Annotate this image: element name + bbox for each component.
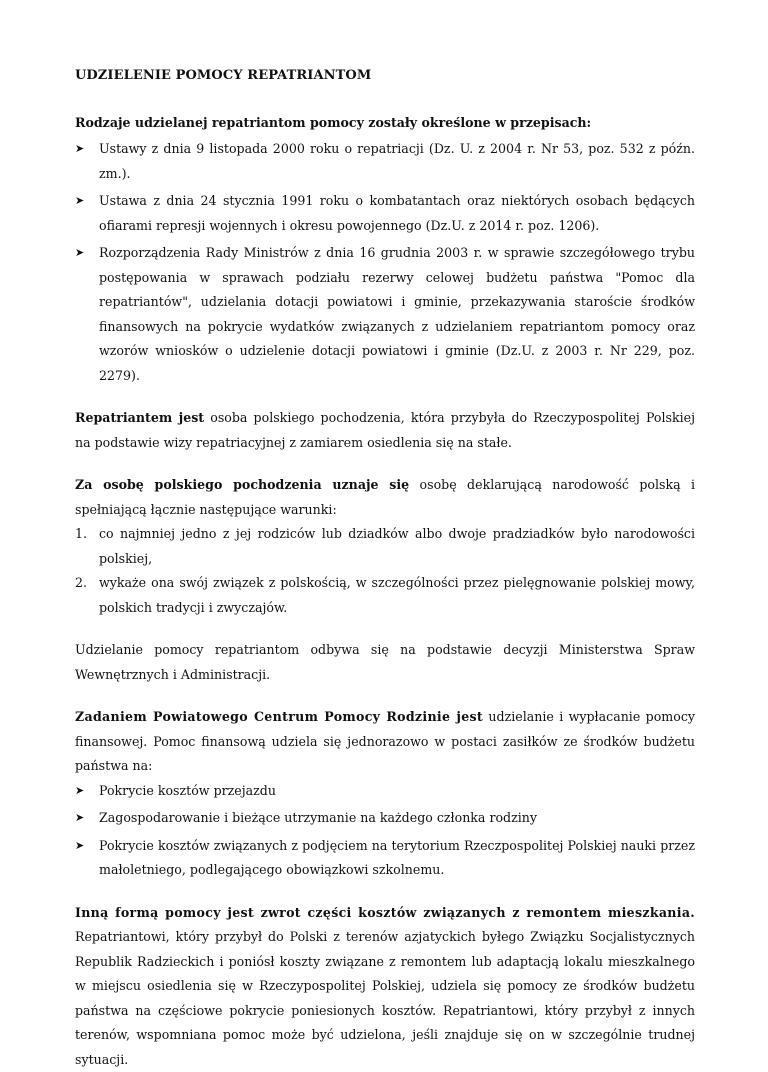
pcpr-list — [75, 779, 695, 883]
pcpr-paragraph — [75, 705, 695, 779]
list-item — [75, 779, 695, 804]
arrow-bullet-icon: ➤ — [75, 241, 89, 266]
origin-term: Za osobę polskiego pochodzenia uznaje się — [75, 477, 409, 492]
list-item-text: co najmniej jedno z jej rodziców lub dziadków albo dwoje pradziadków było narodowości polskiej, — [99, 526, 695, 566]
list-item-text: Rozporządzenia Rady Ministrów z dnia 16 grudnia 2003 r. w sprawie szczegółowego trybu postępowania w sprawach podziału rezerwy celowej budżetu państwa "Pomoc dla repatriantów", udzielania dotacji powiatowi i gminie, przekazywania staroście środków finansowych na pokrycie wydatków związanych z udzielaniem repatriantom pomocy oraz wzorów wniosków o udzielenie dotacji powiatowi i gminie (Dz.U. z 2003 r. Nr 229, poz. 2279). — [99, 245, 695, 383]
list-item — [75, 571, 695, 620]
renovation-paragraph — [75, 901, 695, 1072]
arrow-bullet-icon: ➤ — [75, 189, 89, 214]
list-item-text: Pokrycie kosztów przejazdu — [99, 783, 276, 798]
pcpr-section — [75, 705, 695, 883]
list-item — [75, 834, 695, 883]
renovation-term: Inną formą pomocy jest zwrot części kosztów związanych z remontem mieszkania. — [75, 905, 695, 920]
list-item — [75, 241, 695, 388]
decision-section — [75, 638, 695, 687]
renovation-text: Repatriantowi, który przybył do Polski z terenów azjatyckich byłego Związku Socjalistycznych Republik Radzieckich i poniósł koszty związane z remontem lub adaptacją lokalu mieszkalnego w miejscu osiedlenia się w Rzeczypospolitej Polskiej, udziela się pomocy ze środków budżetu państwa na częściowe pokrycie poniesionych kosztów. Repatriantowi, który przybył z innych terenów, wspomniana pomoc może być udzielona, jeśli znajduje się on w szczególnie trudnej sytuacji. — [75, 929, 695, 1067]
list-item-text: Pokrycie kosztów związanych z podjęciem na terytorium Rzeczpospolitej Polskiej nauki przez małoletniego, podlegającego obowiązkowi szkolnemu. — [99, 838, 695, 878]
arrow-bullet-icon: ➤ — [75, 806, 89, 831]
list-item-text: Ustawa z dnia 24 stycznia 1991 roku o kombatantach oraz niektórych osobach będących ofiarami represji wojennych i okresu powojennego (Dz.U. z 2014 r. poz. 1206). — [99, 193, 695, 233]
list-item — [75, 806, 695, 831]
list-number: 1. — [75, 522, 87, 547]
list-item-text: Zagospodarowanie i bieżące utrzymanie na każdego członka rodziny — [99, 810, 537, 825]
document-title: UDZIELENIE POMOCY REPATRIANTOM — [75, 64, 695, 89]
pcpr-term: Zadaniem Powiatowego Centrum Pomocy Rodzinie jest — [75, 709, 483, 724]
definition-paragraph — [75, 406, 695, 455]
arrow-bullet-icon: ➤ — [75, 834, 89, 859]
legal-basis-list — [75, 137, 695, 388]
origin-section — [75, 473, 695, 620]
list-item — [75, 522, 695, 571]
origin-text: osobę deklarującą narodowość polską i spełniającą łącznie następujące warunki: — [75, 477, 695, 517]
conditions-list — [75, 522, 695, 620]
definition-term: Repatriantem jest — [75, 410, 204, 425]
legal-basis-section — [75, 111, 695, 389]
list-number: 2. — [75, 571, 87, 596]
list-item — [75, 189, 695, 238]
decision-paragraph: Udzielanie pomocy repatriantom odbywa się na podstawie decyzji Ministerstwa Spraw Wewnętrznych i Administracji. — [75, 638, 695, 687]
definition-section — [75, 406, 695, 455]
renovation-section — [75, 901, 695, 1072]
list-item-text: wykaże ona swój związek z polskością, w szczególności przez pielęgnowanie polskiej mowy, polskich tradycji i zwyczajów. — [99, 575, 695, 615]
definition-text: osoba polskiego pochodzenia, która przybyła do Rzeczypospolitej Polskiej na podstawie wizy repatriacyjnej z zamiarem osiedlenia się na stałe. — [75, 410, 695, 450]
list-item-text: Ustawy z dnia 9 listopada 2000 roku o repatriacji (Dz. U. z 2004 r. Nr 53, poz. 532 z późn. zm.). — [99, 141, 695, 181]
arrow-bullet-icon: ➤ — [75, 137, 89, 162]
origin-paragraph — [75, 473, 695, 522]
arrow-bullet-icon: ➤ — [75, 779, 89, 804]
pcpr-text: udzielanie i wypłacanie pomocy finansowej. Pomoc finansową udziela się jednorazowo w postaci zasiłków ze środków budżetu państwa na: — [75, 709, 695, 773]
list-item — [75, 137, 695, 186]
legal-basis-intro: Rodzaje udzielanej repatriantom pomocy zostały określone w przepisach: — [75, 111, 695, 136]
